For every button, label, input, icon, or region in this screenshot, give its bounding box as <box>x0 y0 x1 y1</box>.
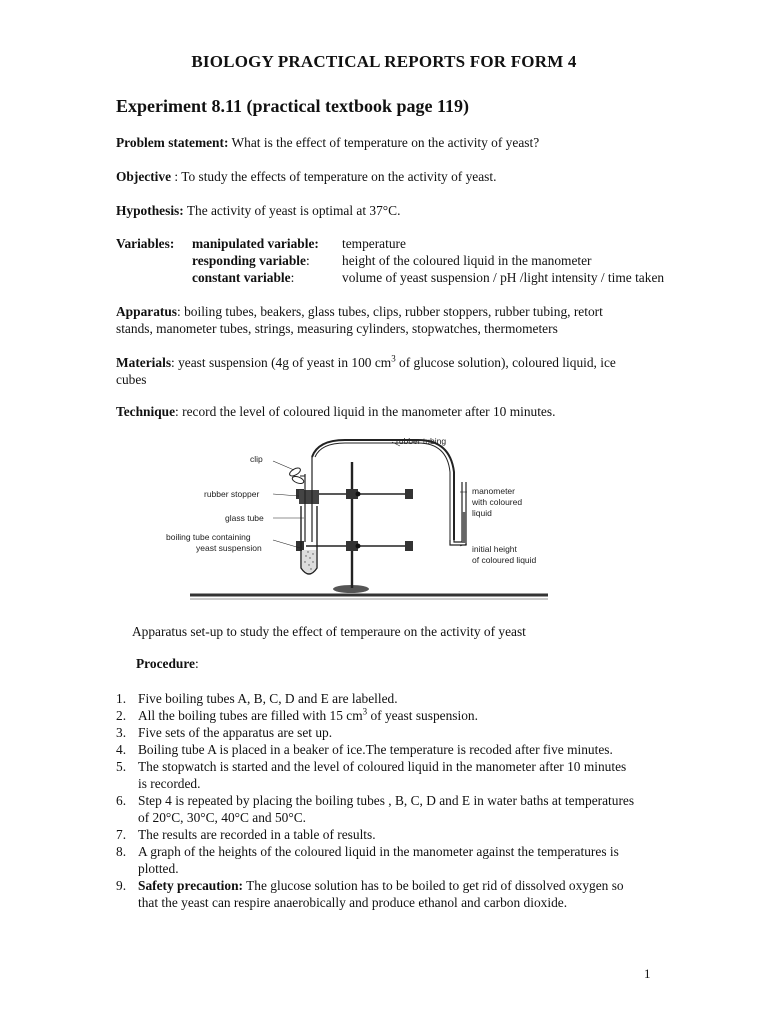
label-rubber-tubing: rubber tubing <box>396 436 447 446</box>
label-boiling-tube-2: yeast suspension <box>196 543 262 553</box>
diagram-caption: Apparatus set-up to study the effect of temperaure on the activity of yeast <box>132 624 526 639</box>
step-text-cont: that the yeast can respire anaerobically and produce ethanol and carbon dioxide. <box>138 895 568 910</box>
step-number: 7. <box>116 827 127 842</box>
variables-label <box>116 235 174 252</box>
safety-label: Safety precaution: <box>138 878 244 893</box>
step-text: Five sets of the apparatus are set up. <box>138 725 333 740</box>
step-text-cont: is recorded. <box>138 776 201 791</box>
label-manometer-1: manometer <box>472 486 515 496</box>
experiment-title: Experiment 8.11 (practical textbook page 119) <box>116 96 469 116</box>
procedure-step <box>116 826 728 843</box>
label-manometer-3: liquid <box>472 508 492 518</box>
procedure-step <box>116 843 728 877</box>
boiling-tube <box>299 490 319 574</box>
label-clip: clip <box>250 454 263 464</box>
step-text: Boiling tube A is placed in a beaker of ice.The temperature is recoded after five minutes. <box>138 742 613 757</box>
label-initial-2: of coloured liquid <box>472 555 537 565</box>
constant-label-text: constant variable <box>192 270 291 285</box>
step-text-cont: of 20°C, 30°C, 40°C and 50°C. <box>138 810 306 825</box>
procedure-heading <box>136 656 199 672</box>
apparatus-diagram <box>160 432 560 612</box>
materials-line2: cubes <box>116 372 147 387</box>
procedure-colon: : <box>195 656 199 671</box>
objective-text: : To study the effects of temperature on the activity of yeast. <box>171 169 497 184</box>
objective <box>116 168 726 185</box>
hypothesis-label: Hypothesis: <box>116 203 184 218</box>
hypothesis <box>116 202 726 219</box>
step-text: All the boiling tubes are filled with 15 cm <box>138 708 363 723</box>
responding-variable-label: responding variable: <box>192 253 310 268</box>
procedure-step <box>116 792 728 826</box>
procedure-step <box>116 690 728 707</box>
materials-line1-b: of glucose solution), coloured liquid, ice <box>395 355 616 370</box>
technique-text: : record the level of coloured liquid in the manometer after 10 minutes. <box>175 404 556 419</box>
problem-statement <box>116 134 726 151</box>
step-text: Step 4 is repeated by placing the boiling tubes , B, C, D and E in water baths at temperatures <box>138 793 635 808</box>
step-number: 5. <box>116 759 127 774</box>
step-number: 1. <box>116 691 127 706</box>
hypothesis-text: The activity of yeast is optimal at 37°C. <box>186 203 401 218</box>
step-text: The stopwatch is started and the level of coloured liquid in the manometer after 10 minutes <box>138 759 627 774</box>
step-text: Five boiling tubes A, B, C, D and E are labelled. <box>138 691 398 706</box>
apparatus-label: Apparatus <box>116 304 178 319</box>
procedure-step <box>116 758 728 792</box>
materials-sup: 3 <box>391 353 396 364</box>
procedure-step <box>116 741 728 758</box>
step-number: 9. <box>116 878 127 893</box>
retort-stand <box>296 462 413 593</box>
procedure-step <box>116 877 728 911</box>
constant-variable-label: constant variable: <box>192 270 295 285</box>
materials-line1-a: : yeast suspension (4g of yeast in 100 cm <box>171 355 392 370</box>
label-boiling-tube-1: boiling tube containing <box>166 532 251 542</box>
manipulated-label-text: manipulated variable: <box>192 236 319 251</box>
objective-label: Objective <box>116 169 172 184</box>
step-text-cont: of yeast suspension. <box>367 708 478 723</box>
step-text: A graph of the heights of the coloured liquid in the manometer against the temperatures is <box>138 844 619 859</box>
procedure-heading-text: Procedure <box>136 656 196 671</box>
manometer-liquid <box>462 512 466 543</box>
step-text: The results are recorded in a table of results. <box>138 827 376 842</box>
problem-text: What is the effect of temperature on the activity of yeast? <box>231 135 540 150</box>
procedure-step <box>116 707 728 724</box>
label-manometer-2: with coloured <box>472 497 523 507</box>
apparatus <box>116 303 726 337</box>
materials-label: Materials <box>116 355 172 370</box>
page-number: 1 <box>644 966 651 981</box>
step-number: 6. <box>116 793 127 808</box>
technique-label: Technique <box>116 404 176 419</box>
constant-variable-value: volume of yeast suspension / pH /light intensity / time taken <box>342 270 665 285</box>
label-initial-1: initial height <box>472 544 517 554</box>
materials <box>116 354 726 388</box>
label-glass-tube: glass tube <box>225 513 264 523</box>
step-text: The glucose solution has to be boiled to get rid of dissolved oxygen so <box>243 878 624 893</box>
manipulated-variable-value: temperature <box>342 236 406 251</box>
page-title: BIOLOGY PRACTICAL REPORTS FOR FORM 4 <box>191 52 577 71</box>
step-text-cont: plotted. <box>138 861 179 876</box>
step-number: 3. <box>116 725 127 740</box>
problem-label: Problem statement: <box>116 135 229 150</box>
procedure-step <box>116 724 728 741</box>
variables-label-text: Variables: <box>116 236 175 251</box>
responding-label-text: responding variable <box>192 253 306 268</box>
step-sup: 3 <box>362 706 368 717</box>
step-number: 2. <box>116 708 127 723</box>
clip-shape <box>288 466 305 484</box>
step-number: 4. <box>116 742 127 757</box>
technique <box>116 403 726 420</box>
apparatus-line2: stands, manometer tubes, strings, measuring cylinders, stopwatches, thermometers <box>116 321 558 336</box>
apparatus-line1: : boiling tubes, beakers, glass tubes, clips, rubber stoppers, rubber tubing, retort <box>177 304 603 319</box>
label-rubber-stopper: rubber stopper <box>204 489 260 499</box>
glass-tubes <box>305 440 466 545</box>
manipulated-variable-label <box>192 235 319 252</box>
responding-variable-value: height of the coloured liquid in the manometer <box>342 253 592 268</box>
procedure-steps <box>116 690 728 911</box>
step-number: 8. <box>116 844 127 859</box>
